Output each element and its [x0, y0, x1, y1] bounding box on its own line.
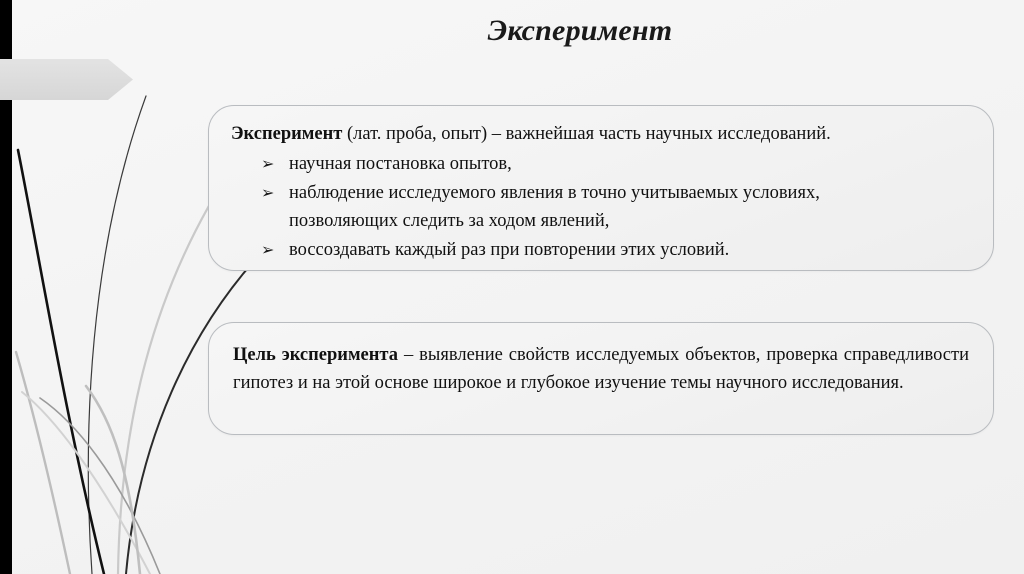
definition-lead-rest: (лат. проба, опыт) – важнейшая часть научных исследований.	[342, 124, 831, 144]
page-title: Эксперимент	[487, 14, 673, 47]
definition-bullet-list	[227, 150, 967, 264]
list-item-line2: позволяющих следить за ходом явлений,	[289, 211, 610, 231]
definition-box	[208, 105, 994, 271]
definition-term: Эксперимент	[231, 124, 343, 144]
list-item	[261, 236, 967, 264]
goal-term: Цель эксперимента	[233, 345, 398, 365]
goal-paragraph	[233, 341, 969, 397]
arrow-bullet-icon: ➢	[261, 240, 275, 259]
list-item	[261, 179, 967, 235]
list-item	[261, 150, 967, 178]
list-item-line1: научная постановка опытов,	[289, 154, 512, 174]
goal-box	[208, 322, 994, 435]
definition-lead-line	[231, 120, 967, 149]
list-item-line1: наблюдение исследуемого явления в точно учитываемых условиях,	[289, 183, 820, 203]
arrow-bullet-icon: ➢	[261, 183, 275, 202]
list-item-line1: воссоздавать каждый раз при повторении этих условий.	[289, 240, 730, 260]
gray-arrow-shape	[0, 59, 133, 100]
goal-body-text: – выявление свойств исследуемых объектов, проверка справедливости гипотез и на этой основе широкое и глубокое изучение темы научного исследования.	[233, 345, 969, 393]
arrow-bullet-icon: ➢	[261, 154, 275, 173]
